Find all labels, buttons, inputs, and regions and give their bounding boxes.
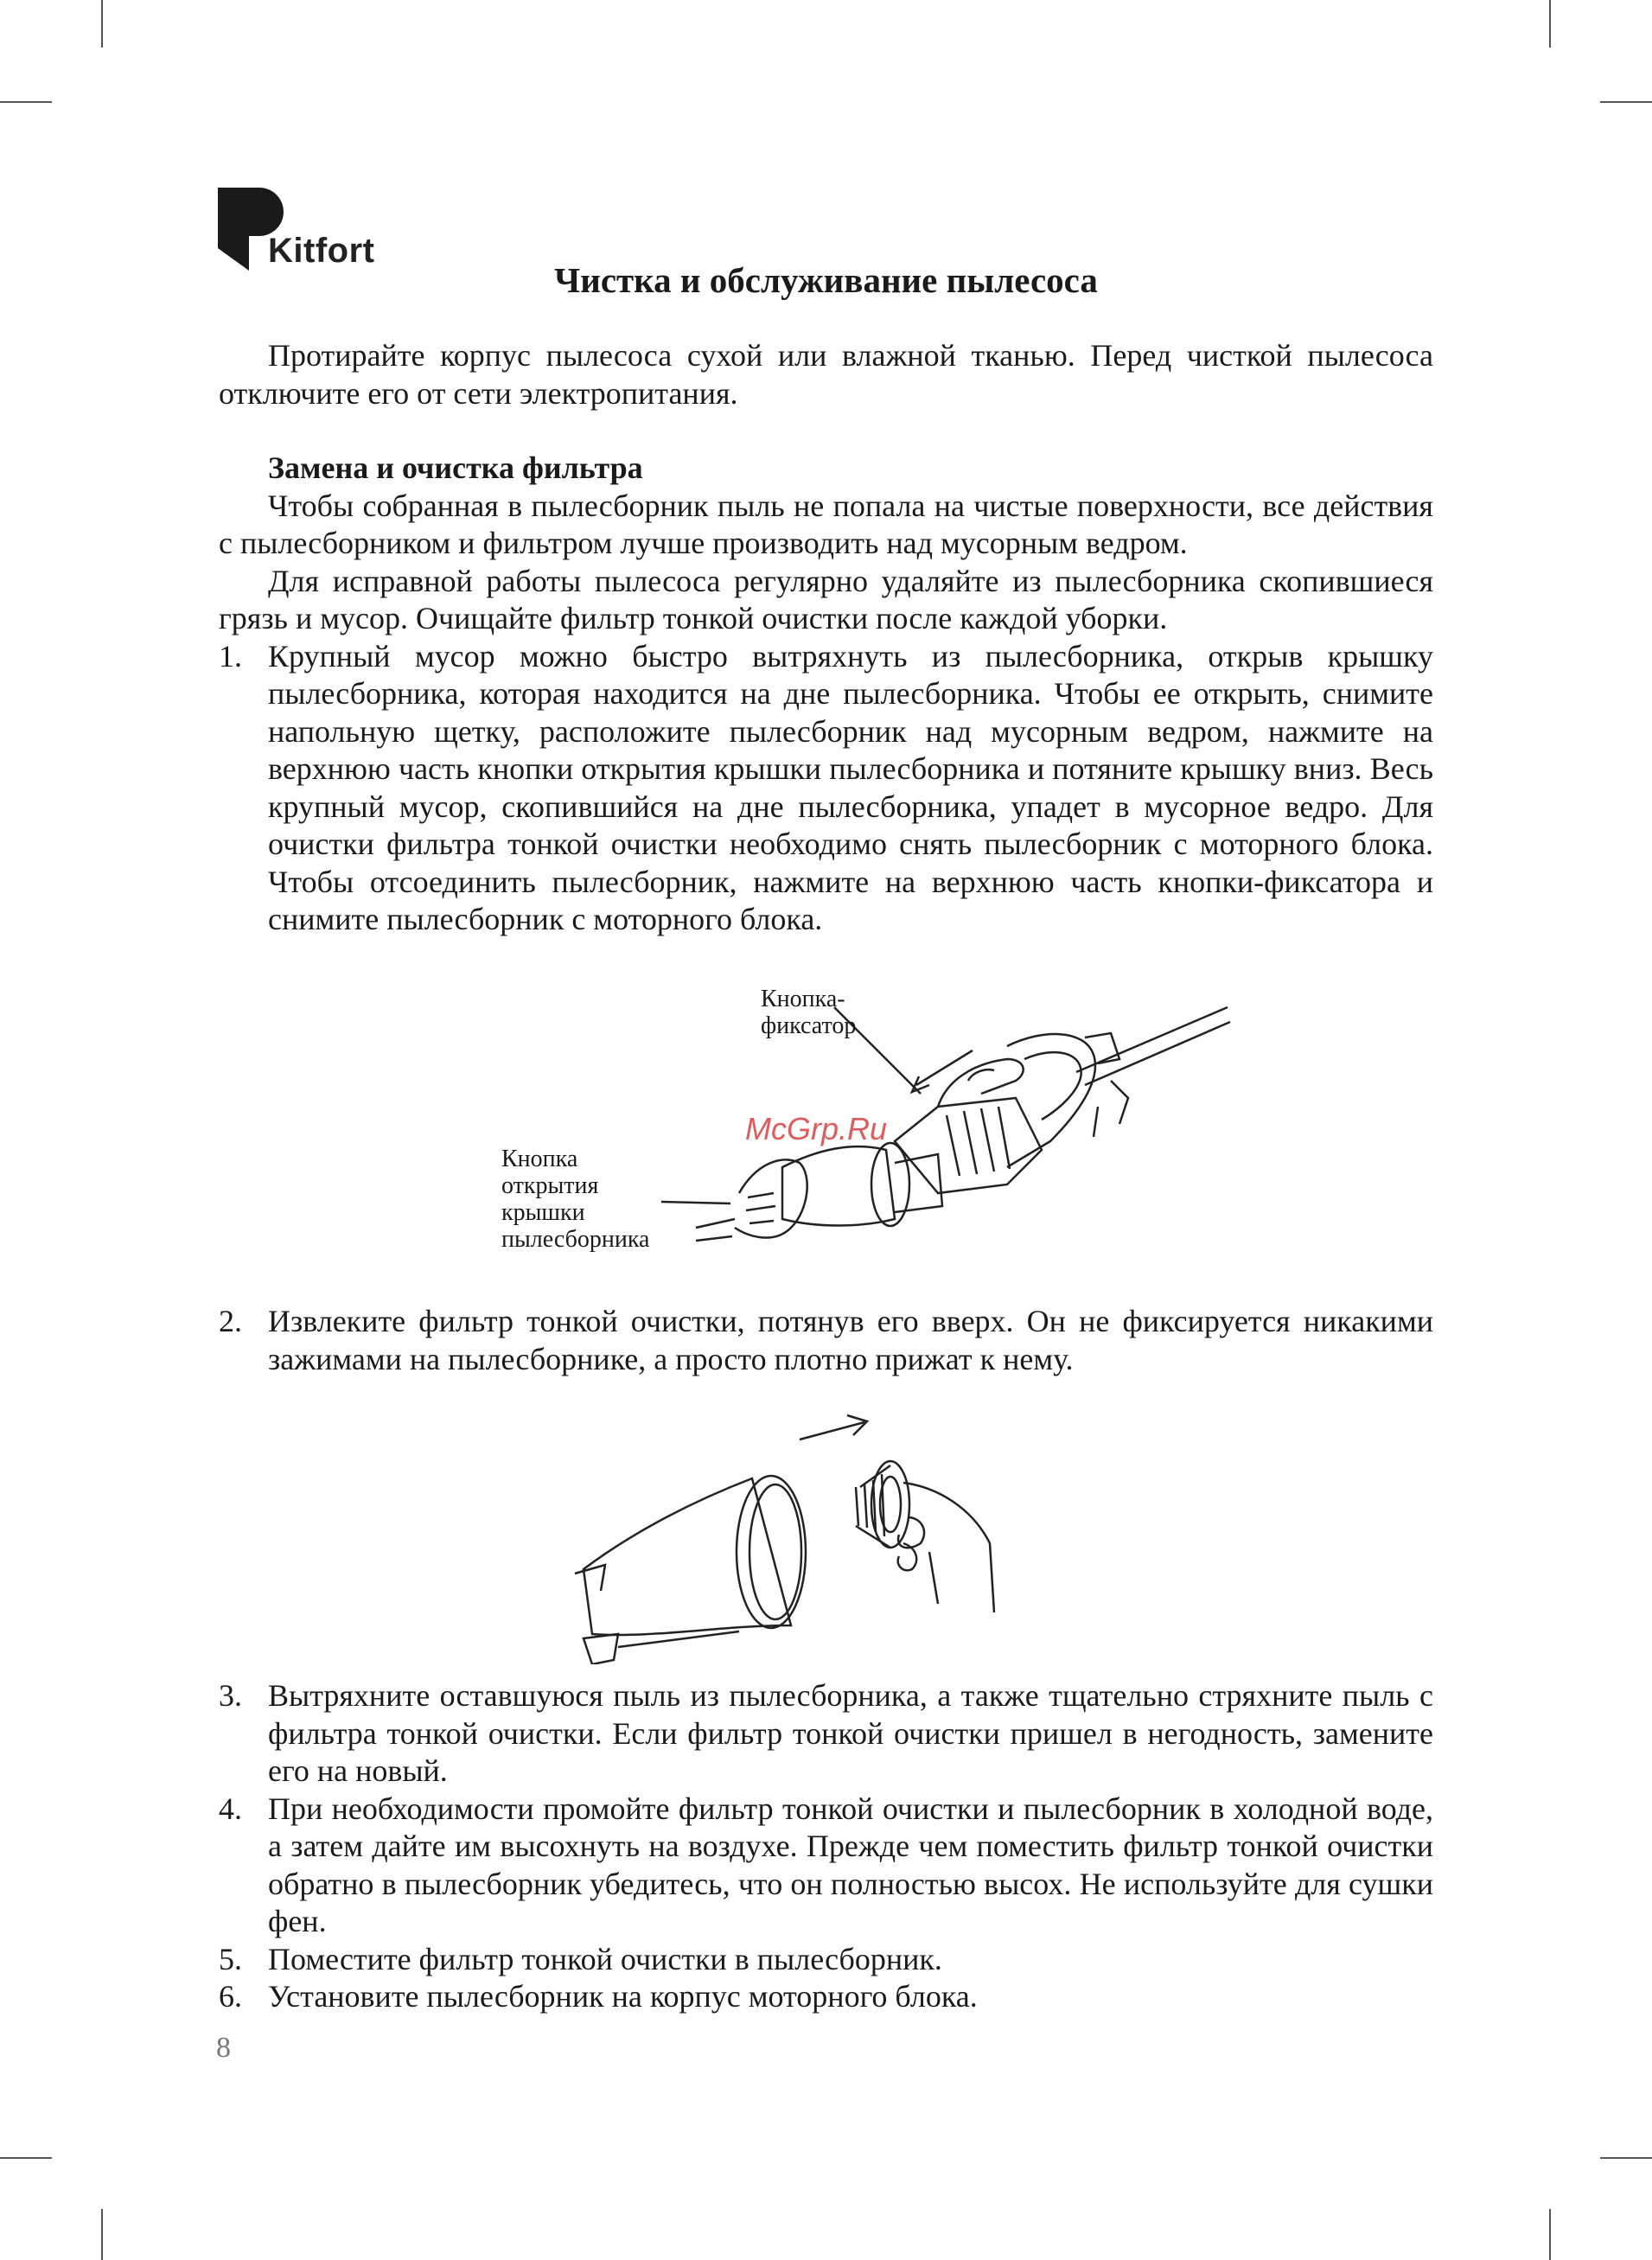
list-item	[219, 638, 1433, 939]
label-latch-button: Кнопка- фиксатор	[761, 986, 857, 1039]
crop-mark	[1600, 2157, 1652, 2159]
crop-mark	[1549, 2209, 1551, 2260]
content	[219, 1303, 1433, 1378]
brand-name: Kitfort	[268, 232, 375, 270]
list-text: Поместите фильтр тонкой очистки в пылесборник.	[268, 1941, 942, 1976]
list-item	[219, 1791, 1433, 1941]
content	[219, 1677, 1433, 2016]
watermark: McGrp.Ru	[745, 1111, 888, 1146]
list-item	[219, 1303, 1433, 1378]
crop-mark	[0, 101, 52, 103]
list-number: 2.	[219, 1304, 242, 1338]
page-title: Чистка и обслуживание пылесоса	[554, 260, 1098, 300]
crop-mark	[1549, 0, 1551, 48]
list-item	[219, 1941, 1433, 1979]
crop-mark	[1600, 101, 1652, 103]
list-text: Установите пылесборник на корпус моторного блока.	[268, 1979, 978, 2014]
list-text: Извлеките фильтр тонкой очистки, потянув его вверх. Он не фиксируется никакими зажимами на пылесборнике, а просто плотно прижат к нему.	[268, 1304, 1433, 1376]
paragraph: Для исправной работы пылесоса регулярно удаляйте из пылесборника скопившиеся грязь и мусор. Очищайте фильтр тонкой очистки после каждой уборки.	[219, 563, 1433, 635]
list-number: 3.	[219, 1678, 242, 1713]
list-text: Крупный мусор можно быстро вытряхнуть из пылесборника, открыв крышку пылесборника, которая находится на дне пылесборника. Чтобы ее открыть, снимите напольную щетку, расположите пылесборник над мусорным ведром, нажмите на верхнюю часть кнопки открытия крышки пылесборника и потяните крышку вниз. Весь крупный мусор, скопившийся на дне пылесборника, упадет в мусорное ведро. Для очистки фильтра тонкой очистки необходимо снять пылесборник с моторного блока. Чтобы отсоединить пылесборник, нажмите на верхнюю часть кнопки-фиксатора и снимите пылесборник с моторного блока.	[268, 638, 1433, 936]
filter-extraction-illustration	[566, 1405, 1085, 1664]
crop-mark	[0, 2157, 52, 2159]
list-number: 4.	[219, 1791, 242, 1826]
list-text: При необходимости промойте фильтр тонкой очистки и пылесборник в холодной воде, а затем дайте им высохнуть на воздухе. Прежде чем поместить фильтр тонкой очистки обратно в пылесборник убедитесь, что он полностью высох. Не используйте для сушки фен.	[268, 1791, 1433, 1938]
list-text: Вытряхните оставшуюся пыль из пылесборника, а также тщательно стряхните пыль с фильтра тонкой очистки. Если фильтр тонкой очистки пришел в негодность, замените его на новый.	[268, 1678, 1433, 1788]
content	[219, 337, 1433, 939]
label-lid-open-button: Кнопка открытия крышки пылесборника	[501, 1146, 650, 1253]
page-number: 8	[216, 2032, 231, 2064]
paragraph: Чтобы собранная в пылесборник пыль не попала на чистые поверхности, все действия с пылесборником и фильтром лучше производить над мусорным ведром.	[219, 488, 1433, 560]
list-number: 1.	[219, 638, 242, 674]
crop-mark	[101, 0, 103, 48]
list-item	[219, 1677, 1433, 1791]
list-number: 5.	[219, 1941, 242, 1976]
crop-mark	[101, 2209, 103, 2260]
list-item	[219, 1978, 1433, 2016]
list-number: 6.	[219, 1979, 242, 2014]
intro-paragraph: Протирайте корпус пылесоса сухой или влажной тканью. Перед чисткой пылесоса отключите его от сети электропитания.	[219, 338, 1433, 411]
section-heading: Замена и очистка фильтра	[268, 450, 643, 485]
